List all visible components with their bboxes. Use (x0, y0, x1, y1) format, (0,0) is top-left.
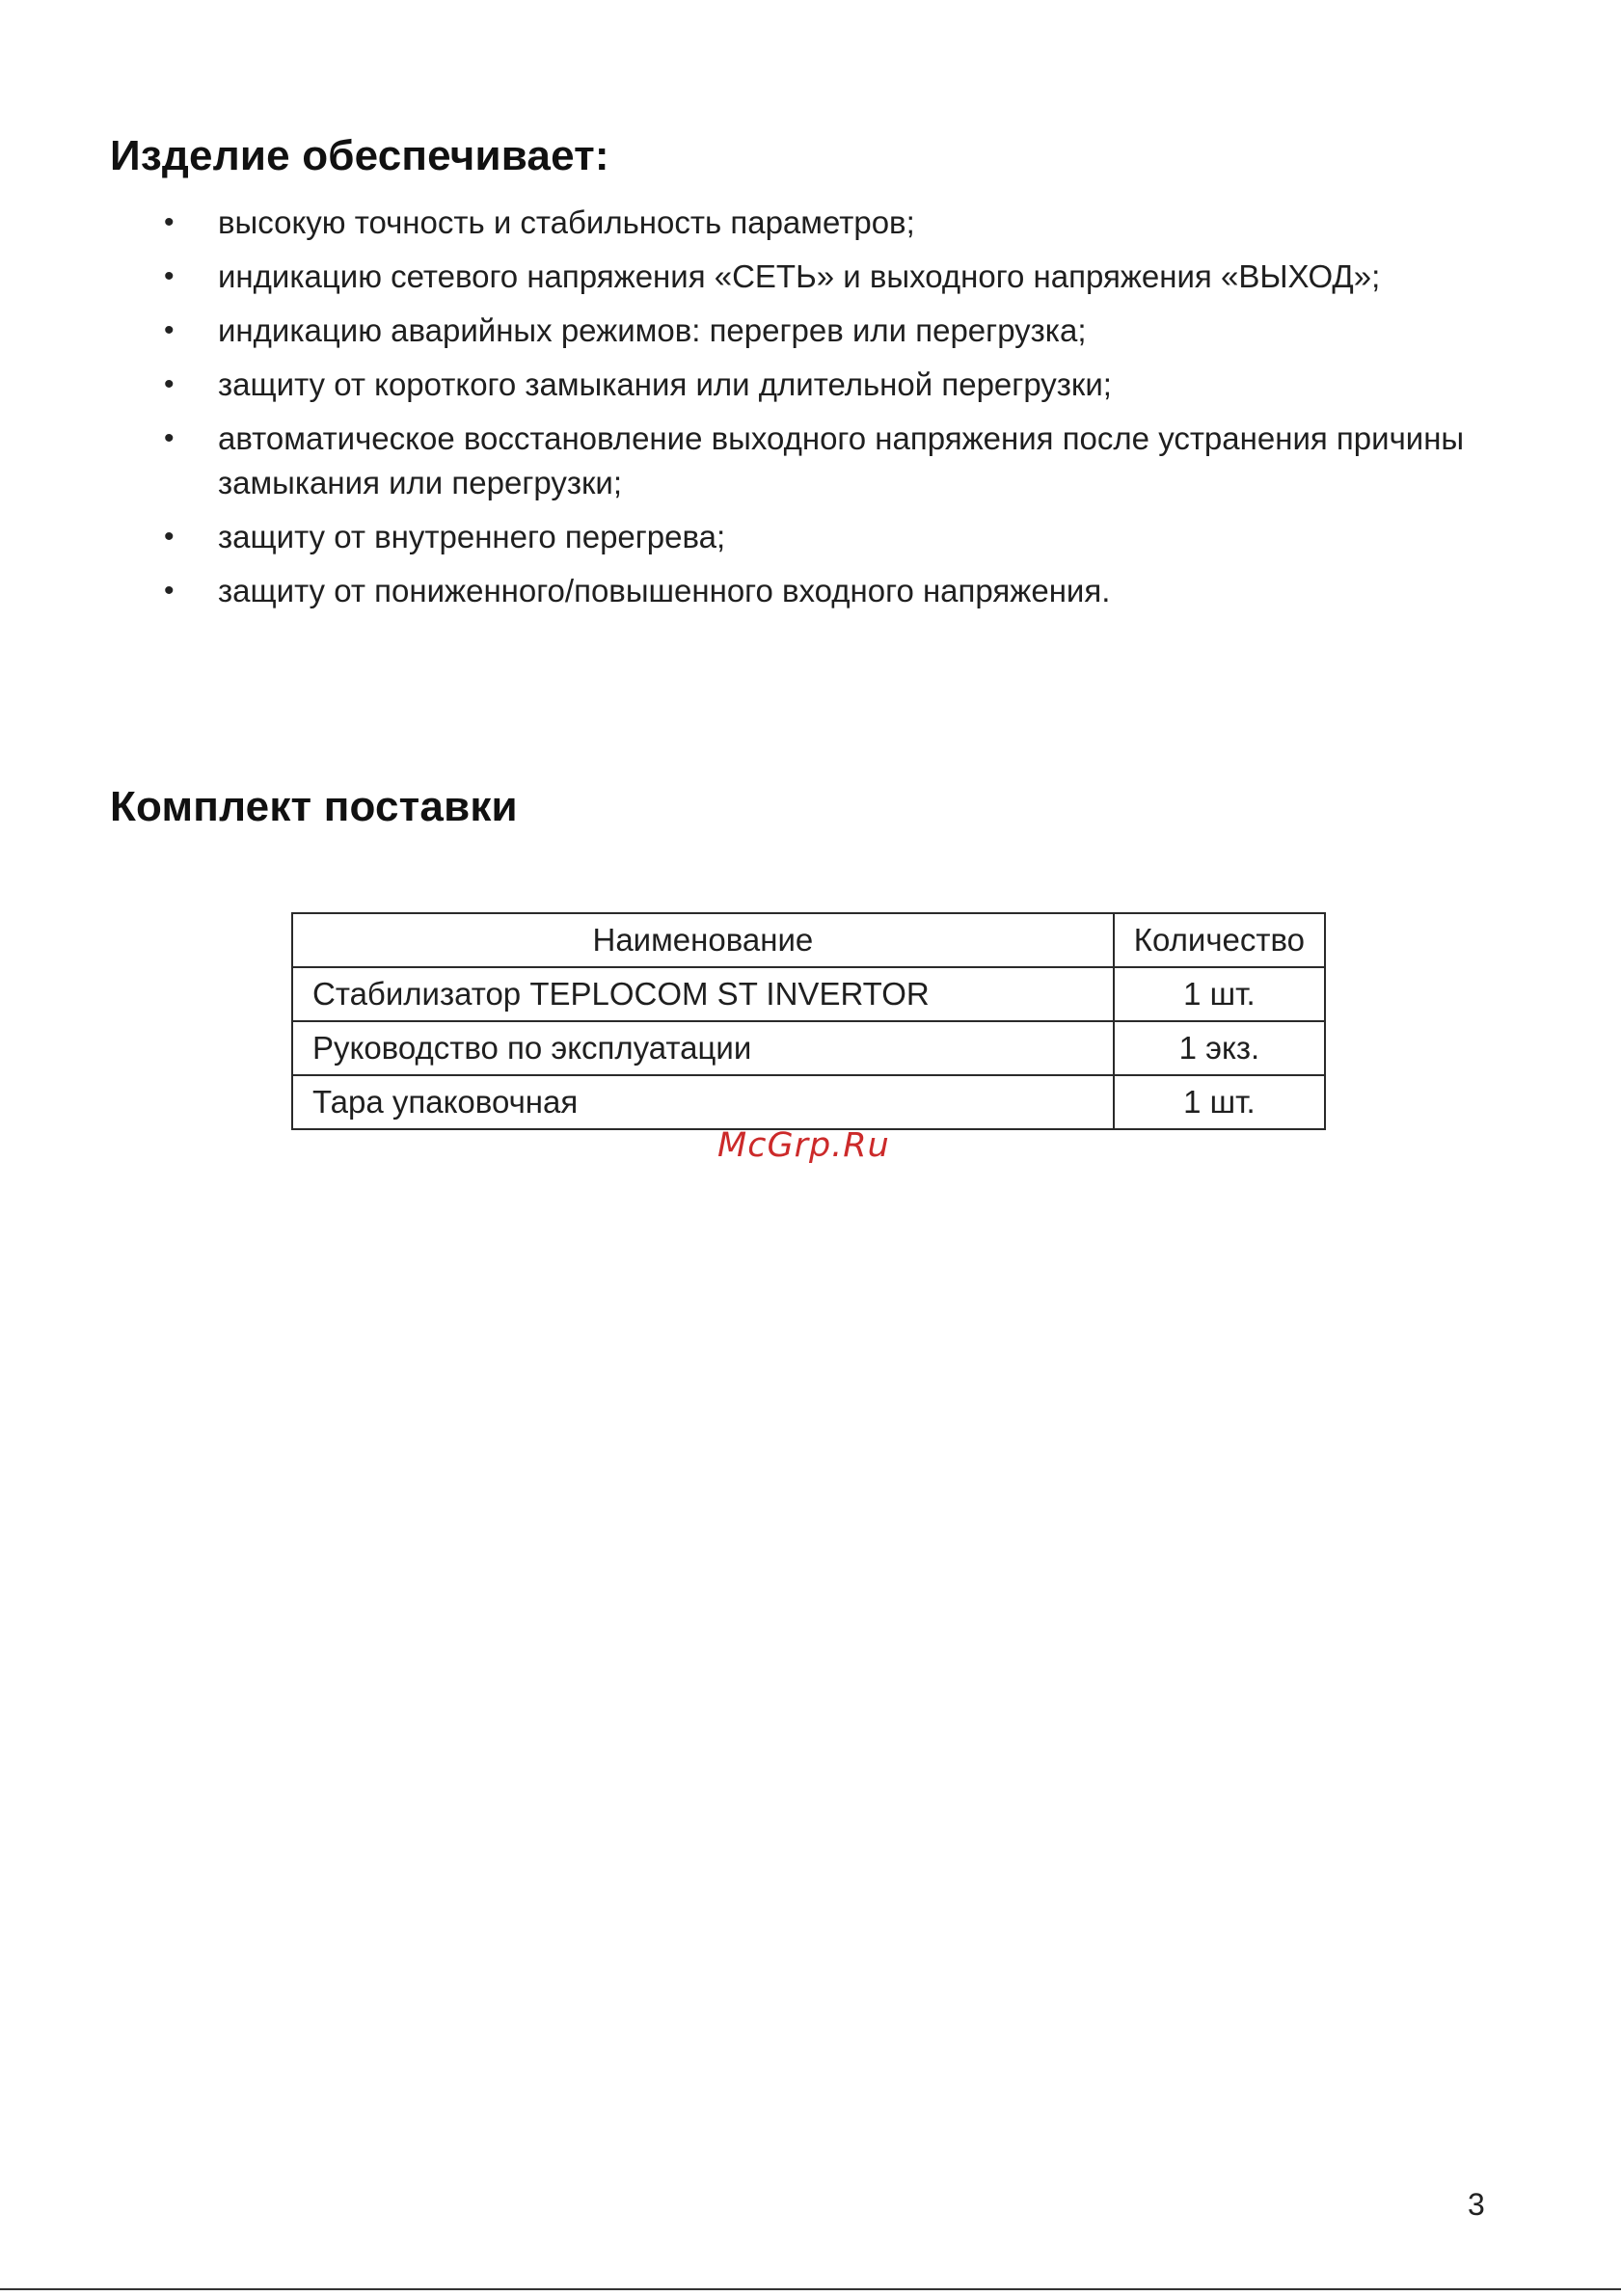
bullet-icon: • (164, 206, 175, 238)
column-header-name: Наименование (292, 913, 1114, 967)
list-item (0, 515, 1621, 559)
list-item-text: автоматическое восстановление выходного напряжения после устранения причины замыкания или перегрузки; (218, 420, 1465, 500)
table-row (292, 967, 1325, 1021)
section-title-delivery-kit: Комплект поставки (110, 783, 518, 830)
list-item-text: высокую точность и стабильность параметров; (218, 204, 915, 240)
list-item-text: защиту от внутреннего перегрева; (218, 519, 726, 554)
features-list (0, 201, 1621, 623)
bullet-icon: • (164, 260, 175, 292)
section-title-features: Изделие обеспечивает: (110, 132, 609, 179)
list-item-text: индикацию сетевого напряжения «СЕТЬ» и выходного напряжения «ВЫХОД»; (218, 258, 1381, 294)
bullet-icon: • (164, 314, 175, 346)
page-number: 3 (1468, 2187, 1485, 2222)
list-item (0, 255, 1621, 299)
cell-name: Стабилизатор TEPLOCOM ST INVERTOR (292, 967, 1114, 1021)
list-item (0, 309, 1621, 353)
list-item (0, 569, 1621, 613)
column-header-quantity: Количество (1114, 913, 1325, 967)
cell-name: Руководство по эксплуатации (292, 1021, 1114, 1075)
bullet-icon: • (164, 368, 175, 400)
watermark: McGrp.Ru (717, 1126, 890, 1165)
table-row (292, 1021, 1325, 1075)
list-item (0, 363, 1621, 407)
bullet-icon: • (164, 521, 175, 553)
bullet-icon: • (164, 422, 175, 454)
list-item-text: индикацию аварийных режимов: перегрев или перегрузка; (218, 312, 1087, 348)
table-row (292, 1075, 1325, 1129)
list-item (0, 201, 1621, 245)
bullet-icon: • (164, 575, 175, 607)
table-header-row (292, 913, 1325, 967)
cell-quantity: 1 шт. (1114, 1075, 1325, 1129)
list-item (0, 417, 1621, 505)
cell-name: Тара упаковочная (292, 1075, 1114, 1129)
list-item-text: защиту от пониженного/повышенного входного напряжения. (218, 573, 1111, 608)
list-item-text: защиту от короткого замыкания или длительной перегрузки; (218, 366, 1112, 402)
delivery-kit-table (291, 912, 1326, 1130)
cell-quantity: 1 экз. (1114, 1021, 1325, 1075)
page-bottom-divider (0, 2288, 1621, 2290)
cell-quantity: 1 шт. (1114, 967, 1325, 1021)
